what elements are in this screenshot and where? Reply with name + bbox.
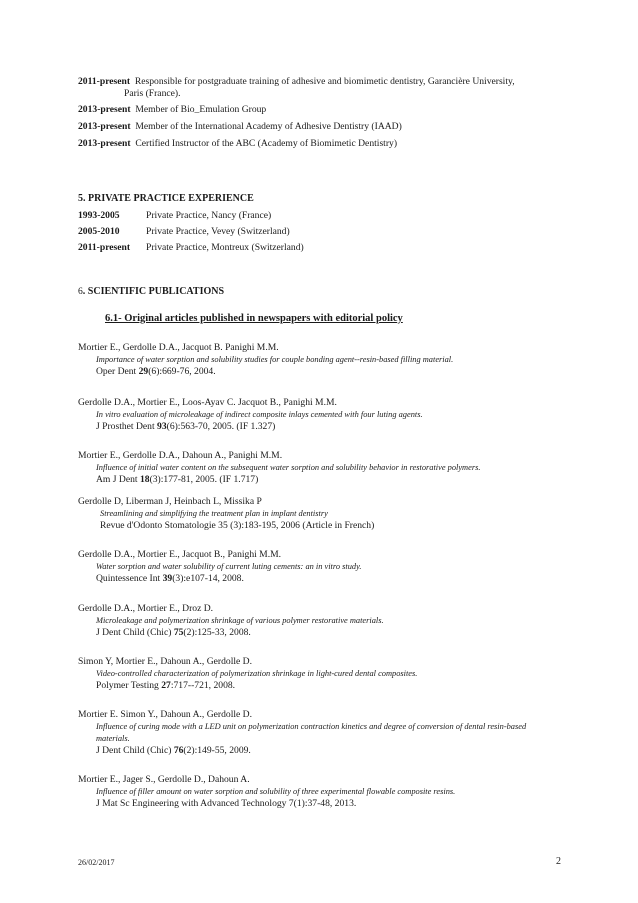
practice-text: Private Practice, Montreux (Switzerland) [146,242,304,253]
pub-authors: Gerdolle D.A., Mortier E., Loos-Ayav C. Jacquot B., Panighi M.M. [78,397,337,408]
pub-journal: J Prosthet Dent 93(6):563-70, 2005. (IF 1.327) [96,421,276,432]
experience-item [78,138,397,150]
section-title: . SCIENTIFIC PUBLICATIONS [82,286,225,297]
experience-item [78,121,402,133]
section-number: 6 [78,286,83,297]
pub-journal: Oper Dent 29(6):669-76, 2004. [96,366,216,377]
footer-date: 26/02/2017 [78,858,115,867]
experience-text: Responsible for postgraduate training of adhesive and biomimetic dentistry, Garancière University, [134,76,515,87]
experience-years: 2013-present [78,138,131,149]
pub-authors: Mortier E., Jager S., Gerdolle D., Dahoun A. [78,774,250,785]
practice-text: Private Practice, Vevey (Switzerland) [146,226,290,237]
practice-years: 2011-present [78,242,131,253]
pub-authors: Gerdolle D, Liberman J, Heinbach L, Missika P [78,496,262,507]
pub-authors: Gerdolle D.A., Mortier E., Jacquot B., Panighi M.M. [78,549,282,560]
experience-text: Certified Instructor of the ABC (Academy of Biomimetic Dentistry) [135,138,398,149]
experience-years: 2013-present [78,104,131,115]
experience-text: Member of Bio_Emulation Group [135,104,267,115]
pub-authors: Mortier E., Gerdolle D.A., Jacquot B. Panighi M.M. [78,342,279,353]
pub-authors: Simon Y, Mortier E., Dahoun A., Gerdolle D. [78,656,253,667]
pub-title: Influence of curing mode with a LED unit on polymerization contraction kinetics and degree of conversion of dental resin-based [96,722,527,731]
pub-title: Streamlining and simplifying the treatment plan in implant dentistry [100,509,328,518]
experience-text: Member of the International Academy of Adhesive Dentistry (IAAD) [135,121,402,132]
pub-title: Influence of initial water content on the subsequent water sorption and solubility behavior in restorative polymers. [96,463,481,472]
practice-years: 1993-2005 [78,210,120,221]
pub-title: Water sorption and water solubility of current luting cements: an in vitro study. [96,562,362,571]
pub-title: Importance of water sorption and solubility studies for couple bonding agent--resin-based filling material. [96,355,454,364]
pub-authors: Gerdolle D.A., Mortier E., Droz D. [78,603,214,614]
pub-title: Microleakage and polymerization shrinkage of various polymer restorative materials. [96,616,384,625]
practice-text: Private Practice, Nancy (France) [146,210,272,221]
practice-years: 2005-2010 [78,226,120,237]
pub-title: In vitro evaluation of microleakage of indirect composite inlays cemented with four luting agents. [96,410,423,419]
pub-title: Influence of filler amount on water sorption and solubility of three experimental flowable composite resins. [96,787,456,796]
experience-text-cont: Paris (France). [124,88,181,99]
pub-authors: Mortier E., Gerdolle D.A., Dahoun A., Panighi M.M. [78,450,283,461]
subsection-heading: 6.1- Original articles published in newspapers with editorial policy [105,313,403,324]
experience-item [78,76,515,88]
pub-journal: Quintessence Int 39(3):e107-14, 2008. [96,573,244,584]
pub-journal: Am J Dent 18(3):177-81, 2005. (IF 1.717) [96,474,259,485]
experience-item [78,104,266,116]
page-number: 2 [556,856,561,867]
pub-journal: Revue d'Odonto Stomatologie 35 (3):183-195, 2006 (Article in French) [100,520,375,531]
pub-journal: J Dent Child (Chic) 75(2):125-33, 2008. [96,627,251,638]
pub-journal: J Dent Child (Chic) 76(2):149-55, 2009. [96,745,251,756]
pub-title-cont: materials. [96,734,130,743]
experience-years: 2013-present [78,121,131,132]
pub-journal: J Mat Sc Engineering with Advanced Technology 7(1):37-48, 2013. [96,798,357,809]
section-heading-private-practice: 5. PRIVATE PRACTICE EXPERIENCE [78,193,254,204]
experience-years: 2011-present [78,76,131,87]
pub-journal: Polymer Testing 27:717--721, 2008. [96,680,236,691]
section-heading-publications [78,286,224,298]
pub-authors: Mortier E. Simon Y., Dahoun A., Gerdolle D. [78,709,253,720]
pub-title: Video-controlled characterization of polymerization shrinkage in light-cured dental composites. [96,669,418,678]
